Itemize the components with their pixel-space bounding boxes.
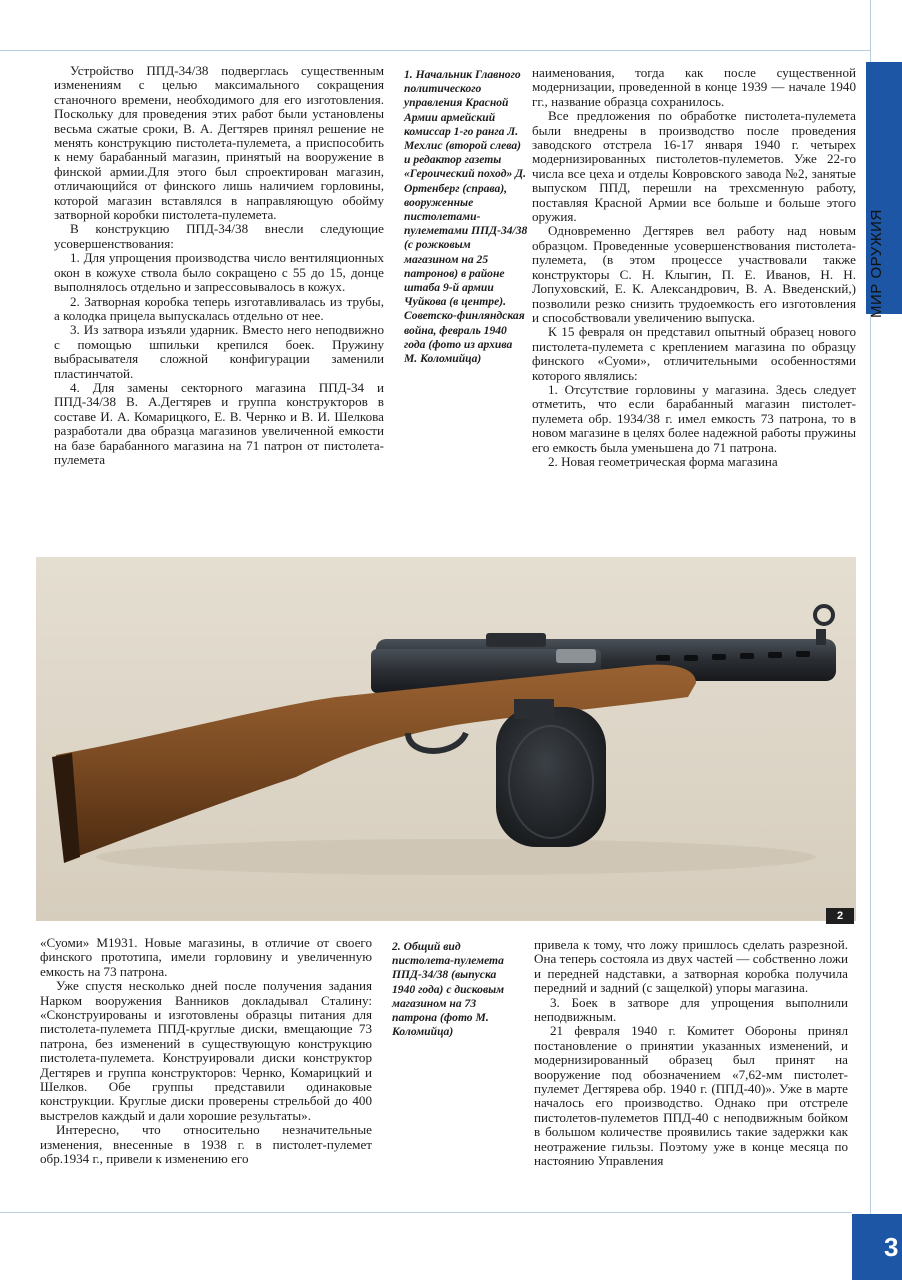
photo-caption-2: 2. Общий вид пистолета-пулемета ППД-34/38 (выпуска 1940 года) с дисковым магазином на 73 патрона (фото М. Коломийца) xyxy=(392,940,505,1039)
submachine-gun-photo xyxy=(36,557,856,921)
paragraph: «Суоми» М1931. Новые магазины, в отличие от своего финского прототипа, имели горловину и увеличенную емкость на 73 патрона. xyxy=(40,936,372,979)
paragraph: привела к тому, что ложу пришлось сделать разрезной. Она теперь состояла из двух частей — собственно ложи и передней надставки, а затворная коробка получила передний и задний (с защелкой) упоры магазина. xyxy=(534,938,848,996)
paragraph: В конструкцию ППД-34/38 внесли следующие усовершенствования: xyxy=(54,221,384,251)
paragraph: 2. Затворная коробка теперь изготавливалась из трубы, а колодка прицела выпускалась отдельно от нее. xyxy=(54,293,384,323)
paragraph: наименования, тогда как после существенной модернизации, проведенной в конце 1939 — начале 1940 гг., название образца сохранилось. xyxy=(532,66,856,109)
paragraph: 3. Из затвора изъяли ударник. Вместо него неподвижно с помощью шпильки крепился боек. Пружину выбрасывателя сложной конфигурации заменили пластинчатой. xyxy=(54,322,384,381)
paragraph: Интересно, что относительно незначительные изменения, внесенные в 1938 г. в пистолет-пулемет обр.1934 г., привели к изменению его xyxy=(40,1122,372,1167)
column-bottom-right xyxy=(534,938,848,1210)
paragraph: Устройство ППД-34/38 подверглась существенным изменениям с целью максимального сокращения станочного времени, необходимого для его изготовления. Поскольку для проведения этих работ были установлены весьма сжатые сроки, В. А. Дегтярев принял решение не менять конструкцию пистолета-пулемета, а приспособить к нему барабанный магазин, принятый на вооружение в финской армии.Для этого был спроектирован магазин, отличающийся от финского лишь наличием горловины, которой магазин вставлялся в направляющую обойму затворной коробки пистолета-пулемета. xyxy=(54,64,384,223)
section-tab-label: МИР ОРУЖИЯ xyxy=(868,209,885,318)
paragraph: 21 февраля 1940 г. Комитет Обороны принял постановление о принятии указанных изменений, и модернизированный образец был принят на вооружение под обозначением «7,62-мм пистолет-пулемет Дегтярева обр. 1940 г. (ППД-40)». Уже в марте началось его производство. Однако при отстреле пистолетов-пулеметов ППД-40 с неподвижным бойком в большом количестве проявились такие задержки как неотражение гильзы. Поэтому уже в конце месяца по настоянию Управления xyxy=(534,1023,848,1169)
paragraph: 1. Отсутствие горловины у магазина. Здесь следует отметить, что если барабанный магазин пистолет-пулемета обр. 1934/38 г. имел емкость 73 патрона, то в новом магазине в целях более надежной работы пружины его емкость была уменьшена до 71 патрона. xyxy=(532,381,856,455)
frame-line-top xyxy=(0,50,870,51)
column-top-right xyxy=(532,66,856,554)
column-top-left xyxy=(54,64,384,552)
page-number: 3 xyxy=(884,1232,899,1262)
paragraph: Все предложения по обработке пистолета-пулемета были внедрены в производство после проведения заводского отстрела 16-17 января 1940 г. четырех модернизированных пистолетов-пулеметов. Уже 22-го числа все цеха и отделы Ковровского завода №2, занятые выпуском ППД, перешли на трехсменную работу, поставляя Красной Армии все больше и больше этого оружия. xyxy=(532,108,856,225)
weapon-photo xyxy=(36,557,856,921)
paragraph: Одновременно Дегтярев вел работу над новым образцом. Проведенные усовершенствования пистолета-пулемета, (в этом процессе участвовали также конструкторы С. Н. Клыгин, П. Е. Иванов, Н. Н. Лопуховский, Е. К. Александрович, В. А. Введенский,) позволили резко снизить трудоемкость его изготовления и способствовали увеличению выпуска. xyxy=(532,223,856,325)
photo-number-badge: 2 xyxy=(826,908,854,924)
paragraph: 1. Для упрощения производства число вентиляционных окон в кожухе ствола было сокращено с 55 до 15, донце выполнялось отдельно и запрессовывалось в кожух. xyxy=(54,250,384,295)
frame-line-bottom xyxy=(0,1212,852,1213)
paragraph: 2. Новая геометрическая форма магазина xyxy=(548,453,778,469)
paragraph: Уже спустя несколько дней после получения задания Нарком вооружения Ванников докладывал Сталину: «Сконструированы и изготовлены образцы питания для пистолета-пулемета ППД-круглые диски, вмещающие 73 патрона, без изменений в существующую конструкцию пистолета-пулемета. Конструировали диски конструктор Дегтярев и группа конструкторов: Чернко, Комарицкий и Шелков. Обе группы представили одинаковые конструкции. Круглые диски проверены стрельбой до 400 выстрелов каждый и дали хорошие результаты». xyxy=(40,978,372,1123)
paragraph: 4. Для замены секторного магазина ППД-34 и ППД-34/38 В. А.Дегтярев и группа конструкторов в составе И. А. Комарицкого, Е. В. Чернко и В. И. Шелкова разработали два образца магазинов увеличенной емкости на базе барабанного магазина на 71 патрон от пистолета-пулемета xyxy=(54,379,384,467)
column-bottom-left xyxy=(40,936,372,1208)
photo-caption-1: 1. Начальник Главного политического управления Красной Армии армейский комиссар 1-го ранга Л. Мехлис (второй слева) и редактор газеты «Героический поход» Д. Ортенберг (справа), вооруженные пистолетами-пулеметами ППД-34/38 (с рожковым магазином на 25 патронов) в районе штаба 9-й армии Чуйкова (в центре). Советско-финляндская война, февраль 1940 года (фото из архива М. Коломийца) xyxy=(404,68,528,366)
paragraph: К 15 февраля он представил опытный образец нового пистолета-пулемета с креплением магазина по образцу финского «Суоми», отличительными особенностями которого являлись: xyxy=(532,324,856,383)
paragraph: 3. Боек в затворе для упрощения выполнили неподвижным. xyxy=(534,994,848,1025)
